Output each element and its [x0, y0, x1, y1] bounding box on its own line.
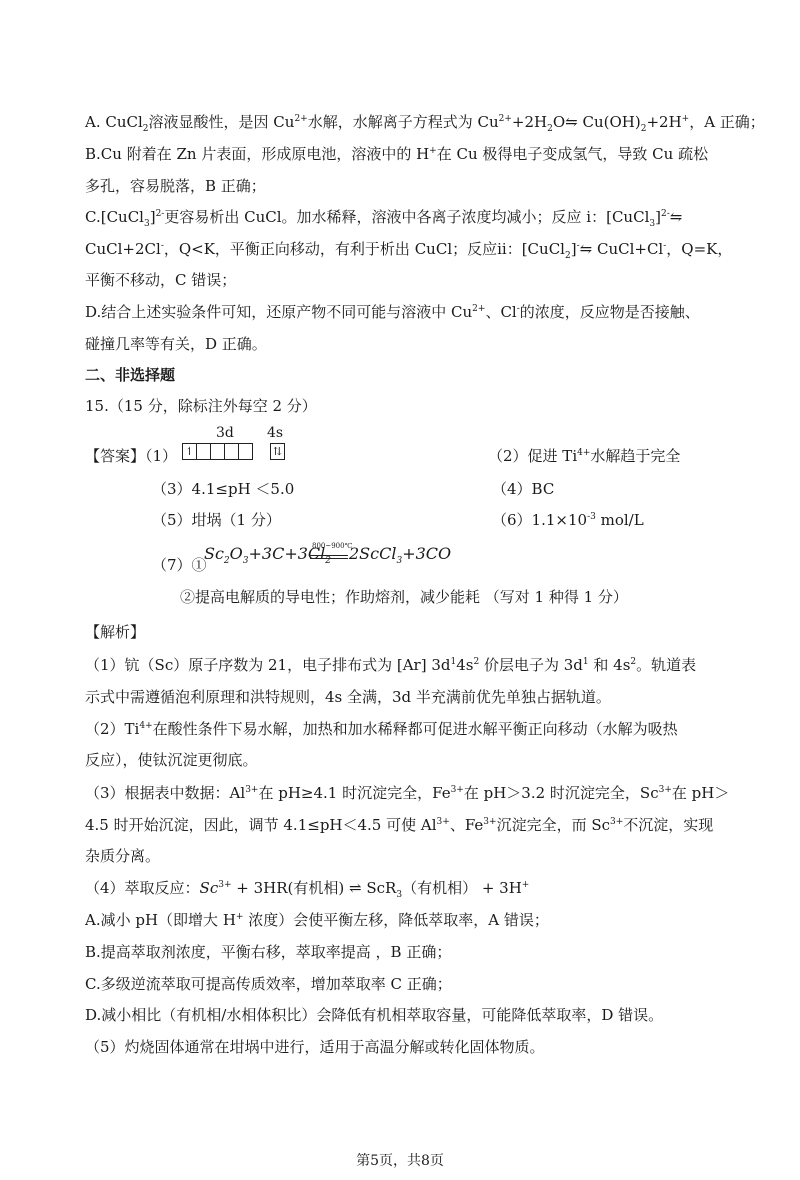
- text-segment: （2）促进 Ti: [488, 447, 578, 465]
- text-segment: 2: [640, 124, 647, 134]
- answer-3: （3）4.1≤pH ＜5.0: [152, 480, 295, 498]
- text-segment: 2: [223, 556, 230, 567]
- text-segment: +: [429, 146, 437, 156]
- text-segment: 在酸性条件下易水解，加热和加水稀释都可促进水解平衡正向移动（水解为吸热: [152, 720, 678, 738]
- text-segment: （有机相） + 3H: [402, 879, 522, 897]
- text-segment: 2ScCl: [349, 544, 397, 563]
- orbital-4s-label: 4s: [267, 425, 284, 441]
- text-segment: 3: [143, 219, 150, 229]
- orbital-boxes: [182, 443, 284, 460]
- text-segment: + 3HR(有机相) ⇌ ScR: [231, 879, 397, 897]
- analysis-3-line-2: [85, 815, 713, 835]
- analysis-4-reaction: [85, 878, 529, 898]
- section-title: 二、非选择题: [85, 366, 176, 384]
- text-segment: （2）Ti: [85, 720, 140, 738]
- text-segment: （3）根据表中数据：Al: [85, 784, 246, 802]
- text-segment: 1: [582, 657, 589, 667]
- text-segment: 2: [564, 251, 571, 261]
- text-segment: +3C+3Cl: [248, 544, 326, 563]
- orbital-3d-box: [196, 443, 211, 460]
- text-segment: 。轨道表: [636, 656, 697, 674]
- text-segment: 在 pH≥4.1 时沉淀完全，Fe: [258, 784, 451, 802]
- text-segment: Sc: [199, 879, 219, 897]
- option-d-line-1: [85, 302, 700, 322]
- option-c-line-1: [85, 207, 682, 227]
- text-segment: +: [681, 114, 690, 124]
- text-segment: -: [576, 241, 580, 251]
- text-segment: +: [521, 880, 530, 890]
- orbital-diagram: [182, 425, 302, 465]
- text-segment: 2: [325, 556, 332, 567]
- text-segment: O⇋ Cu(OH): [552, 113, 641, 131]
- option-b-line-1: [85, 144, 708, 164]
- text-segment: A. CuCl: [85, 113, 143, 131]
- option-d-line-2: 碰撞几率等有关，D 正确。: [85, 335, 267, 353]
- page-footer: 第5页，共8页: [356, 1153, 444, 1169]
- text-segment: 3: [242, 556, 249, 567]
- text-segment: ⇋ CuCl+Cl: [579, 240, 664, 258]
- text-segment: 溶液显酸性，是因 Cu: [148, 113, 295, 131]
- question-header: 15.（15 分，除标注外每空 2 分）: [85, 397, 317, 415]
- option-c-line-2: [85, 239, 732, 259]
- text-segment: 4.5 时开始沉淀，因此，调节 4.1≤pH＜4.5 可使 Al: [85, 816, 437, 834]
- text-segment: 和 4s: [588, 656, 631, 674]
- analysis-5: （5）灼烧固体通常在坩埚中进行，适用于高温分解或转化固体物质。: [85, 1038, 545, 1056]
- equation-condition: 800~900℃: [312, 542, 353, 550]
- text-segment: 3+: [450, 785, 464, 795]
- equation-products: [349, 544, 452, 567]
- text-segment: 2: [142, 124, 149, 134]
- text-segment: 2: [473, 657, 480, 667]
- text-segment: 在 Cu 极得电子变成氢气，导致 Cu 疏松: [436, 145, 709, 163]
- text-segment: 的浓度，反应物是否接触、: [519, 303, 700, 321]
- orbital-4s-box: ⇅: [270, 443, 285, 460]
- text-segment: 2-: [155, 209, 165, 219]
- text-segment: ]: [655, 208, 661, 226]
- text-segment: 2: [547, 124, 553, 134]
- text-segment: +2H: [646, 113, 682, 131]
- text-segment: 4+: [577, 448, 591, 458]
- text-segment: 、Cl: [485, 303, 517, 321]
- text-segment: ，Q=K，: [666, 240, 733, 258]
- text-segment: ]: [570, 240, 577, 258]
- text-segment: 不沉淀，实现: [623, 816, 714, 834]
- analysis-label: 【解析】: [85, 623, 146, 641]
- answer-7-2: ②提高电解质的导电性；作助熔剂，减少能耗 （写对 1 种得 1 分）: [180, 588, 628, 606]
- text-segment: 4+: [139, 721, 153, 731]
- analysis-2-line-2: 反应），使钛沉淀更彻底。: [85, 751, 258, 769]
- text-segment: 在 pH＞3.2 时沉淀完全，Sc: [463, 784, 659, 802]
- equation-arrow-line: [310, 558, 348, 559]
- analysis-2-line-1: [85, 719, 678, 739]
- text-segment: 3+: [658, 785, 672, 795]
- text-segment: ⇋: [669, 208, 683, 226]
- option-b-line-2: 多孔，容易脱落，B 正确；: [85, 177, 266, 195]
- text-segment: 2-: [660, 209, 670, 219]
- answer-4: （4）BC: [492, 480, 555, 498]
- answer-1-number: （1）: [145, 447, 178, 465]
- text-segment: 水解，水解离子方程式为 Cu: [307, 113, 499, 131]
- orbital-3d-box: [210, 443, 225, 460]
- answer-6: [492, 510, 644, 530]
- answer-2: [488, 446, 680, 466]
- analysis-3-line-3: 杂质分离。: [85, 847, 161, 865]
- orbital-3d-box: [224, 443, 239, 460]
- text-segment: 浓度）会使平衡左移，降低萃取率，A 错误；: [243, 911, 549, 929]
- analysis-4-option-d: D.减小相比（有机相/水相体积比）会降低有机相萃取容量，可能降低萃取率，D 错误。: [85, 1006, 664, 1024]
- text-segment: Sc: [204, 544, 224, 563]
- answer-7-number: （7）①: [152, 556, 207, 574]
- option-a-line: [85, 112, 765, 132]
- analysis-3-line-1: [85, 783, 729, 803]
- orbital-3d-box: ↿: [182, 443, 197, 460]
- text-segment: 1: [450, 657, 457, 667]
- option-c-line-3: 平衡不移动，C 错误；: [85, 271, 237, 289]
- text-segment: 更容易析出 CuCl。加水稀释，溶液中各离子浓度均减小；反应 i：[CuCl: [164, 208, 650, 226]
- text-segment: 3+: [436, 817, 450, 827]
- text-segment: 3: [396, 890, 403, 900]
- text-segment: 3+: [610, 817, 624, 827]
- text-segment: 价层电子为 3d: [479, 656, 583, 674]
- text-segment: -3: [587, 512, 596, 522]
- text-segment: 沉淀完全，而 Sc: [496, 816, 611, 834]
- text-segment: -: [516, 304, 520, 314]
- text-segment: 、Fe: [449, 816, 484, 834]
- answer-tag: 【答案】: [85, 447, 146, 465]
- text-segment: -: [160, 241, 164, 251]
- text-segment: （6）1.1×10: [492, 511, 588, 529]
- answer-5: （5）坩埚（1 分）: [152, 511, 281, 529]
- text-segment: O: [229, 544, 243, 563]
- analysis-4-option-b: B.提高萃取剂浓度，平衡右移，萃取率提高 ，B 正确；: [85, 943, 452, 961]
- text-segment: 3: [649, 219, 656, 229]
- analysis-4-option-a: [85, 910, 549, 930]
- text-segment: 4s: [456, 656, 474, 674]
- text-segment: 2+: [472, 304, 486, 314]
- answer-label: [85, 446, 177, 466]
- text-segment: 2: [630, 657, 637, 667]
- text-segment: A.减小 pH（即增大 H: [85, 911, 236, 929]
- text-segment: +3CO: [402, 544, 452, 563]
- text-segment: （4）萃取反应：: [85, 879, 200, 897]
- text-segment: +2H: [511, 113, 548, 131]
- text-segment: D.结合上述实验条件可知，还原产物不同可能与溶液中 Cu: [85, 303, 473, 321]
- text-segment: 水解趋于完全: [590, 447, 681, 465]
- text-segment: （1）钪（Sc）原子序数为 21，电子排布式为 [Ar] 3d: [85, 656, 451, 674]
- text-segment: 3: [396, 556, 403, 567]
- equation-arrow-line: [310, 555, 348, 556]
- analysis-1-line-1: [85, 655, 696, 675]
- text-segment: 3+: [245, 785, 259, 795]
- text-segment: B.Cu 附着在 Zn 片表面，形成原电池，溶液中的 H: [85, 145, 430, 163]
- text-segment: 2+: [294, 114, 308, 124]
- text-segment: ，Q<K，平衡正向移动，有利于析出 CuCl；反应ii：[CuCl: [163, 240, 565, 258]
- text-segment: CuCl+2Cl: [85, 240, 161, 258]
- orbital-3d-label: 3d: [216, 425, 234, 441]
- text-segment: ，A 正确；: [689, 113, 765, 131]
- text-segment: 3+: [218, 880, 232, 890]
- text-segment: -: [663, 241, 667, 251]
- text-segment: 3+: [483, 817, 497, 827]
- analysis-4-option-c: C.多级逆流萃取可提高传质效率，增加萃取率 C 正确；: [85, 975, 452, 993]
- text-segment: 2+: [498, 114, 512, 124]
- text-segment: C.[CuCl: [85, 208, 144, 226]
- text-segment: +: [235, 912, 244, 922]
- text-segment: mol/L: [595, 511, 644, 529]
- text-segment: ]: [149, 208, 156, 226]
- text-segment: 在 pH＞: [671, 784, 730, 802]
- orbital-3d-box: [238, 443, 253, 460]
- analysis-1-line-2: 示式中需遵循泡利原理和洪特规则，4s 全满，3d 半充满前优先单独占据轨道。: [85, 688, 611, 706]
